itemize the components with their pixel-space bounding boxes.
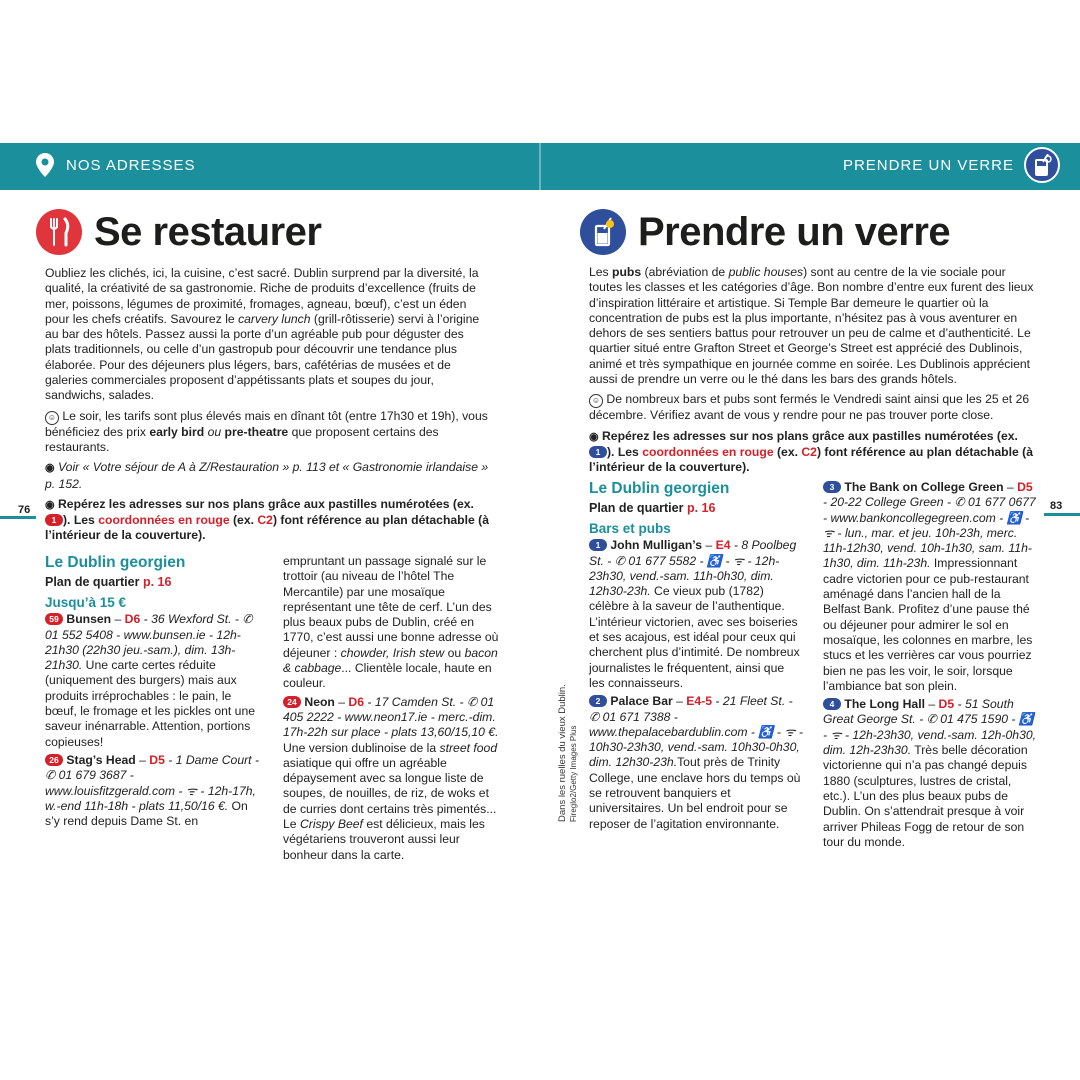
see-also-text: Voir « Votre séjour de A à Z/Restauration » p. 113 et « Gastronomie irlandaise » p. 152.	[45, 460, 489, 491]
entry-text: Impressionnant cadre victorien pour ce pub-restaurant aménagé dans l’ancien hall de la Belfast Bank. Profitez d’une pause thé ou déjeuner pour admirer le sol en mosaïque, les colonnes en marbre, les stucs et les verrières car vous pourriez bien ne pas les voir, le soir, lorsque l’ambiance bat son plein.	[823, 556, 1033, 693]
entry-code: D6	[124, 612, 141, 627]
entry-name: Palace Bar	[610, 694, 673, 709]
list-item: 3 The Bank on College Green – D5 - 20-22 College Green - ✆ 01 677 0677 - www.bankoncollegegreen.com - ♿ - ᯤ - lun., mar. et jeu. 10h-23h, merc. 11h-12h30, vend. 10h-1h30, sam. 11h-1h30, dim. 11h-23h. Impressionnant cadre victorien pour ce pub-restaurant aménagé dans l’ancien hall de la Belfast Bank. Profitez d’une pause thé ou déjeuner pour admirer le sol en mosaïque, les colonnes en marbre, les stucs et les verrières car vous pourriez bien ne pas les voir, le soir, lorsque l’ambiance bat son plein.	[823, 480, 1036, 693]
plan-ref	[45, 575, 263, 590]
entry-text: Une version dublinoise de la	[283, 740, 440, 755]
locate-red-text: coordonnées en rouge	[98, 513, 230, 528]
eye-icon: ◉	[45, 498, 55, 511]
section-label-left	[36, 153, 196, 177]
entry-text-continued: ... Clientèle locale, haute en couleur.	[283, 661, 492, 691]
locate-red-text: coordonnées en rouge	[642, 444, 774, 459]
entry-text-continued: bacon & cabbage	[283, 645, 498, 676]
plan-page: p. 16	[142, 575, 172, 589]
left-see-also	[45, 460, 491, 492]
intro-text-2: (grill-rôtisserie) servi à l’origine au bar des hôtels. Passez aussi la porte d’un agréable pub pour déguster des plats traditionnels, ou celle d’un gastropub pour découvrir une tendance plus élaborée. Pour des déjeuners plus légers, bars, cafétérias de musées et de galeries commerciales proposent d’appétissants plats et soupes du jour, sandwichs, salades.	[45, 311, 480, 403]
left-intro	[45, 266, 491, 404]
credit-source: Fireglo2/Getty Images Plus	[569, 725, 578, 822]
intro-text: Les	[589, 265, 613, 279]
entry-text: est délicieux, mais les végétariens trouveront aussi leur bonheur dans la carte.	[283, 817, 485, 862]
entry-text-continued: ou	[444, 645, 465, 660]
locate-text: Repérez les adresses sur nos plans grâce aux pastilles numérotées (ex.	[602, 428, 1018, 443]
cocktail-glass-icon	[1032, 154, 1052, 176]
entry-info: - 1 Dame Court - ✆ 01 679 3687 - www.louisfitzgerald.com - ᯤ - 12h-17h, w.-end 11h-18h - plats 11,50/16 €.	[45, 752, 259, 813]
header-band	[0, 143, 1080, 190]
section-heading: Le Dublin georgien	[45, 554, 186, 571]
entry-text-continued: chowder, Irish stew	[340, 645, 445, 660]
entry-pill: 26	[45, 754, 63, 766]
section-heading: Le Dublin georgien	[589, 480, 730, 497]
entry-info: - 17 Camden St. - ✆ 01 405 2222 - www.neon17.ie - merc.-dim. 17h-22h sur place - plats 13,60/15,10 €.	[283, 694, 499, 740]
eye-icon: ◉	[45, 462, 55, 475]
locate-text-2: ). Les	[63, 513, 99, 528]
prendre-un-verre-label: PRENDRE UN VERRE	[842, 156, 1014, 174]
locate-text-4: ) font référence au plan détachable (à l’intérieur de la couverture).	[45, 513, 490, 543]
intro-text: Oubliez les clichés, ici, la cuisine, c’est sacré. Dublin surprend par la diversité, la qualité, la créativité de sa gastronomie. Riche de produits d’excellence (fruits de mer, poissons, légumes de proximité, fromages, agneau, bœuf), c’est un éden pour les chefs créatifs. Savourez le	[45, 266, 479, 326]
right-column-1	[589, 479, 803, 835]
entry-text: Une carte certes réduite (uniquement des burgers) mais aux produits irréprochables : le pain, le bœuf, le fromage et les pickles ont une saveur inénarrable. Attention, portions copieuses!	[45, 658, 256, 749]
page-tick-left	[0, 516, 36, 519]
left-intro-block	[45, 266, 491, 547]
eye-icon: ◉	[589, 430, 599, 443]
dash: –	[334, 694, 349, 709]
intro-text-3: ) sont au centre de la vie sociale pour toutes les classes et les catégories d’âge. Bon nombre d’entre eux furent des lieux d’inspiration littéraire et artistique. Si Temple Bar demeure le quartier où la concentration de pubs est la plus importante, n’hésitez pas à vous aventurer en dehors de ses sentiers battus pour retrouver un peu de calme et d’authenticité. Le quartier situé entre Grafton Street et George’s Street est apprécié des Dublinois, animé et très sympathique en journée comme en soirée. Les Dublinois apprécient aussi de prendre un verre ou le thé dans les bars des grands hôtels.	[589, 265, 1034, 387]
section-label-right	[843, 147, 1060, 183]
intro-italic: carvery lunch	[238, 311, 311, 326]
entry-name: The Bank on College Green	[844, 480, 1004, 494]
locate-text-2: ). Les	[607, 444, 643, 459]
page-tick-right	[1044, 513, 1080, 516]
right-heading	[580, 209, 950, 255]
entry-pill: 59	[45, 613, 63, 625]
tip-early-bird: early bird	[149, 424, 205, 439]
right-intro-block	[589, 265, 1035, 479]
tip-face-icon: ☺	[45, 411, 59, 425]
page-title-prendre-un-verre: Prendre un verre	[638, 209, 951, 254]
page-title-se-restaurer: Se restaurer	[94, 209, 322, 254]
entry-text: asiatique qui offre un agréable dépaysement avec sa longue liste de soupes, de nouilles, de riz, de woks et de curries dont certains très pimentés... Le	[283, 755, 497, 832]
spread-gutter	[539, 143, 541, 190]
cocktail-glass-icon	[590, 217, 616, 247]
entry-text-continued: empruntant un passage signalé sur le trottoir (au niveau de l’hôtel The Mercantile) par une mosaïque représentant une tête de cerf. L’un des plus beaux pubs de Dublin, créé en 1770, c’est aussi une bonne adresse où déjeuner :	[283, 554, 499, 660]
sub-heading-bars: Bars et pubs	[589, 521, 671, 537]
locate-text-3: (ex.	[773, 444, 802, 459]
restaurant-badge	[36, 209, 82, 255]
entry-name: Neon	[304, 694, 335, 709]
entry-code: D5	[149, 752, 165, 767]
list-item: 26 Stag’s Head – D5 - 1 Dame Court - ✆ 01 679 3687 - www.louisfitzgerald.com - ᯤ - 12h-17h, w.-end 11h-18h - plats 11,50/16 €. On s’y rend depuis Dame St. en	[45, 752, 259, 829]
entry-info: - 20-22 College Green - ✆ 01 677 0677 - www.bankoncollegegreen.com - ♿ - ᯤ - lun., mar. et jeu. 10h-23h, merc. 11h-12h30, vend. 10h-1h30, sam. 11h-1h30, dim. 11h-23h.	[823, 495, 1036, 571]
list-item	[283, 695, 501, 863]
entry-info: - 21 Fleet St. - ✆ 01 671 7388 - www.thepalacebardublin.com - ♿ - ᯤ - 10h30-23h30, vend.-sam. 10h30-0h30, dim. 12h30-23h.	[589, 694, 803, 770]
tip-text: De nombreux bars et pubs sont fermés le Vendredi saint ainsi que les 25 et 26 décembre. Vérifiez avant de vous y rendre pour ne pas trouver porte close.	[589, 392, 1030, 423]
tip-face-icon: ☺	[589, 394, 603, 408]
right-tip	[589, 392, 1035, 423]
example-pill: 1	[589, 446, 607, 458]
left-column-2	[283, 554, 501, 866]
tip-text: Le soir, les tarifs sont plus élevés mais en dînant tôt (entre 17h30 et 19h), vous bénéficiez des prix	[45, 408, 488, 439]
entry-info: - 36 Wexford St. - ✆ 01 552 5408 - www.bunsen.ie - 12h-21h30 (22h30 jeu.-sam.), dim. 13h-21h30.	[45, 612, 253, 673]
entry-info: - 51 South Great George St. - ✆ 01 475 1590 - ♿ - ᯤ - 12h-23h30, vend.-sam. 12h-0h30, dim. 12h-23h30.	[823, 697, 1037, 758]
entry-name: Stag’s Head	[66, 752, 136, 767]
plan-ref	[589, 501, 803, 516]
entry-name: Bunsen	[66, 612, 112, 627]
fork-knife-icon	[45, 217, 73, 247]
left-heading	[36, 209, 321, 255]
tip-pre-theatre: pre-theatre	[224, 424, 289, 439]
intro-italic: public houses	[728, 265, 804, 279]
entry-pill: 1	[589, 539, 607, 551]
list-item: 2 Palace Bar – E4-5 - 21 Fleet St. - ✆ 01 671 7388 - www.thepalacebardublin.com - ♿ - ᯤ - 10h30-23h30, vend.-sam. 10h30-0h30, dim. 12h30-23h.Tout près de Trinity College, une enclave hors du temps où se retrouvent banquiers et universitaires. Un bel endroit pour se reposer de l’agitation environnante.	[589, 694, 803, 831]
entry-code: E4	[715, 538, 731, 553]
entry-code: E4-5	[686, 694, 713, 709]
plan-label: Plan de quartier	[589, 501, 687, 515]
entry-italic: street food	[439, 740, 498, 755]
drink-title-badge	[580, 209, 626, 255]
tip-or: ou	[204, 424, 225, 439]
entry-text: Tout près de Trinity College, une enclave hors du temps où se retrouvent banquiers et universitaires. Un bel endroit pour se reposer de l’agitation environnante.	[589, 755, 801, 831]
left-tip	[45, 409, 491, 456]
right-intro	[589, 265, 1035, 387]
list-item: 4 The Long Hall – D5 - 51 South Great George St. - ✆ 01 475 1590 - ♿ - ᯤ - 12h-23h30, vend.-sam. 12h-0h30, dim. 12h-23h30. Très belle décoration victorienne qui n’a pas changé depuis 1880 (sculptures, lustres de cristal, etc.). L’un des plus beaux pubs de Dublin. On s’attendrait presque à voir arriver Phileas Fogg de retour de son tour du monde.	[823, 697, 1037, 849]
list-item: 1 John Mulligan’s – E4 - 8 Poolbeg St. - ✆ 01 677 5582 - ♿ - ᯤ - 12h-23h30, vend.-sam. 11h-0h30, dim. 12h30-23h. Ce vieux pub (1782) célèbre à la saveur de l’authentique. L’intérieur victorien, avec ses boiseries et ses acajous, est idéal pour ceux qui cherchent plus d’intimité. De nombreux journalistes le fréquentent, ainsi que les connaisseurs.	[589, 538, 800, 690]
entry-pill: 2	[589, 695, 607, 707]
entry-code: D5	[1017, 480, 1033, 494]
intro-text-2: (abréviation de	[641, 265, 729, 279]
entry-pill: 24	[283, 696, 301, 708]
locate-text-4: ) font référence au plan détachable (à l’intérieur de la couverture).	[589, 444, 1034, 475]
price-heading: Jusqu’à 15 €	[45, 595, 127, 611]
left-locate-note	[45, 497, 491, 544]
entry-code: D5	[938, 697, 955, 712]
entry-italic: Crispy Beef	[299, 817, 363, 832]
entry-pill: 4	[823, 698, 841, 710]
entry-text: Ce vieux pub (1782) célèbre à la saveur de l’authentique. L’intérieur victorien, avec ses boiseries et ses acajous, est idéal pour ceux qui cherchent plus d’intimité. De nombreux journalistes le fréquentent, ainsi que les connaisseurs.	[589, 584, 800, 690]
map-pin-icon	[36, 153, 54, 177]
locate-text-3: (ex.	[229, 513, 258, 528]
nos-adresses-label: NOS ADRESSES	[66, 156, 196, 174]
tip-text-end: que proposent certains des restaurants.	[45, 424, 439, 454]
credit-caption: Dans les ruelles du vieux Dublin.	[557, 684, 568, 822]
example-pill: 1	[45, 514, 63, 526]
left-column-1	[45, 553, 263, 832]
intro-pubs: pubs	[612, 265, 642, 279]
right-column-2	[823, 480, 1037, 853]
right-locate-note	[589, 429, 1035, 476]
entry-pill: 3	[823, 481, 841, 493]
plan-page: p. 16	[686, 501, 716, 515]
entry-text: Très belle décoration victorienne qui n’a pas changé depuis 1880 (sculptures, lustres de cristal, etc.). L’un des plus beaux pubs de Dublin. On s’attendrait presque à voir arriver Phileas Fogg de retour de son tour du monde.	[823, 743, 1028, 849]
entry-text: On s’y rend depuis Dame St. en	[45, 798, 248, 829]
locate-code: C2	[257, 513, 273, 528]
locate-text: Repérez les adresses sur nos plans grâce aux pastilles numérotées (ex.	[58, 496, 474, 511]
entry-info: - 8 Poolbeg St. - ✆ 01 677 5582 - ♿ - ᯤ - 12h-23h30, vend.-sam. 11h-0h30, dim. 12h30-23h.	[589, 538, 797, 599]
photo-credit	[557, 684, 579, 822]
locate-code: C2	[801, 444, 817, 459]
plan-label: Plan de quartier	[45, 575, 143, 589]
page-number-left: 76	[18, 504, 31, 516]
drink-badge	[1024, 147, 1060, 183]
list-item-continued	[283, 554, 501, 692]
entry-name: The Long Hall	[844, 697, 925, 712]
entry-name: John Mulligan’s	[610, 538, 703, 553]
list-item: 59 Bunsen – D6 - 36 Wexford St. - ✆ 01 552 5408 - www.bunsen.ie - 12h-21h30 (22h30 jeu.-sam.), dim. 13h-21h30. Une carte certes réduite (uniquement des burgers) mais aux produits irréprochables : le pain, le bœuf, le fromage et les pickles ont une saveur inénarrable. Attention, portions copieuses!	[45, 612, 256, 749]
entry-code: D6	[348, 694, 365, 709]
page-number-right: 83	[1050, 500, 1063, 512]
